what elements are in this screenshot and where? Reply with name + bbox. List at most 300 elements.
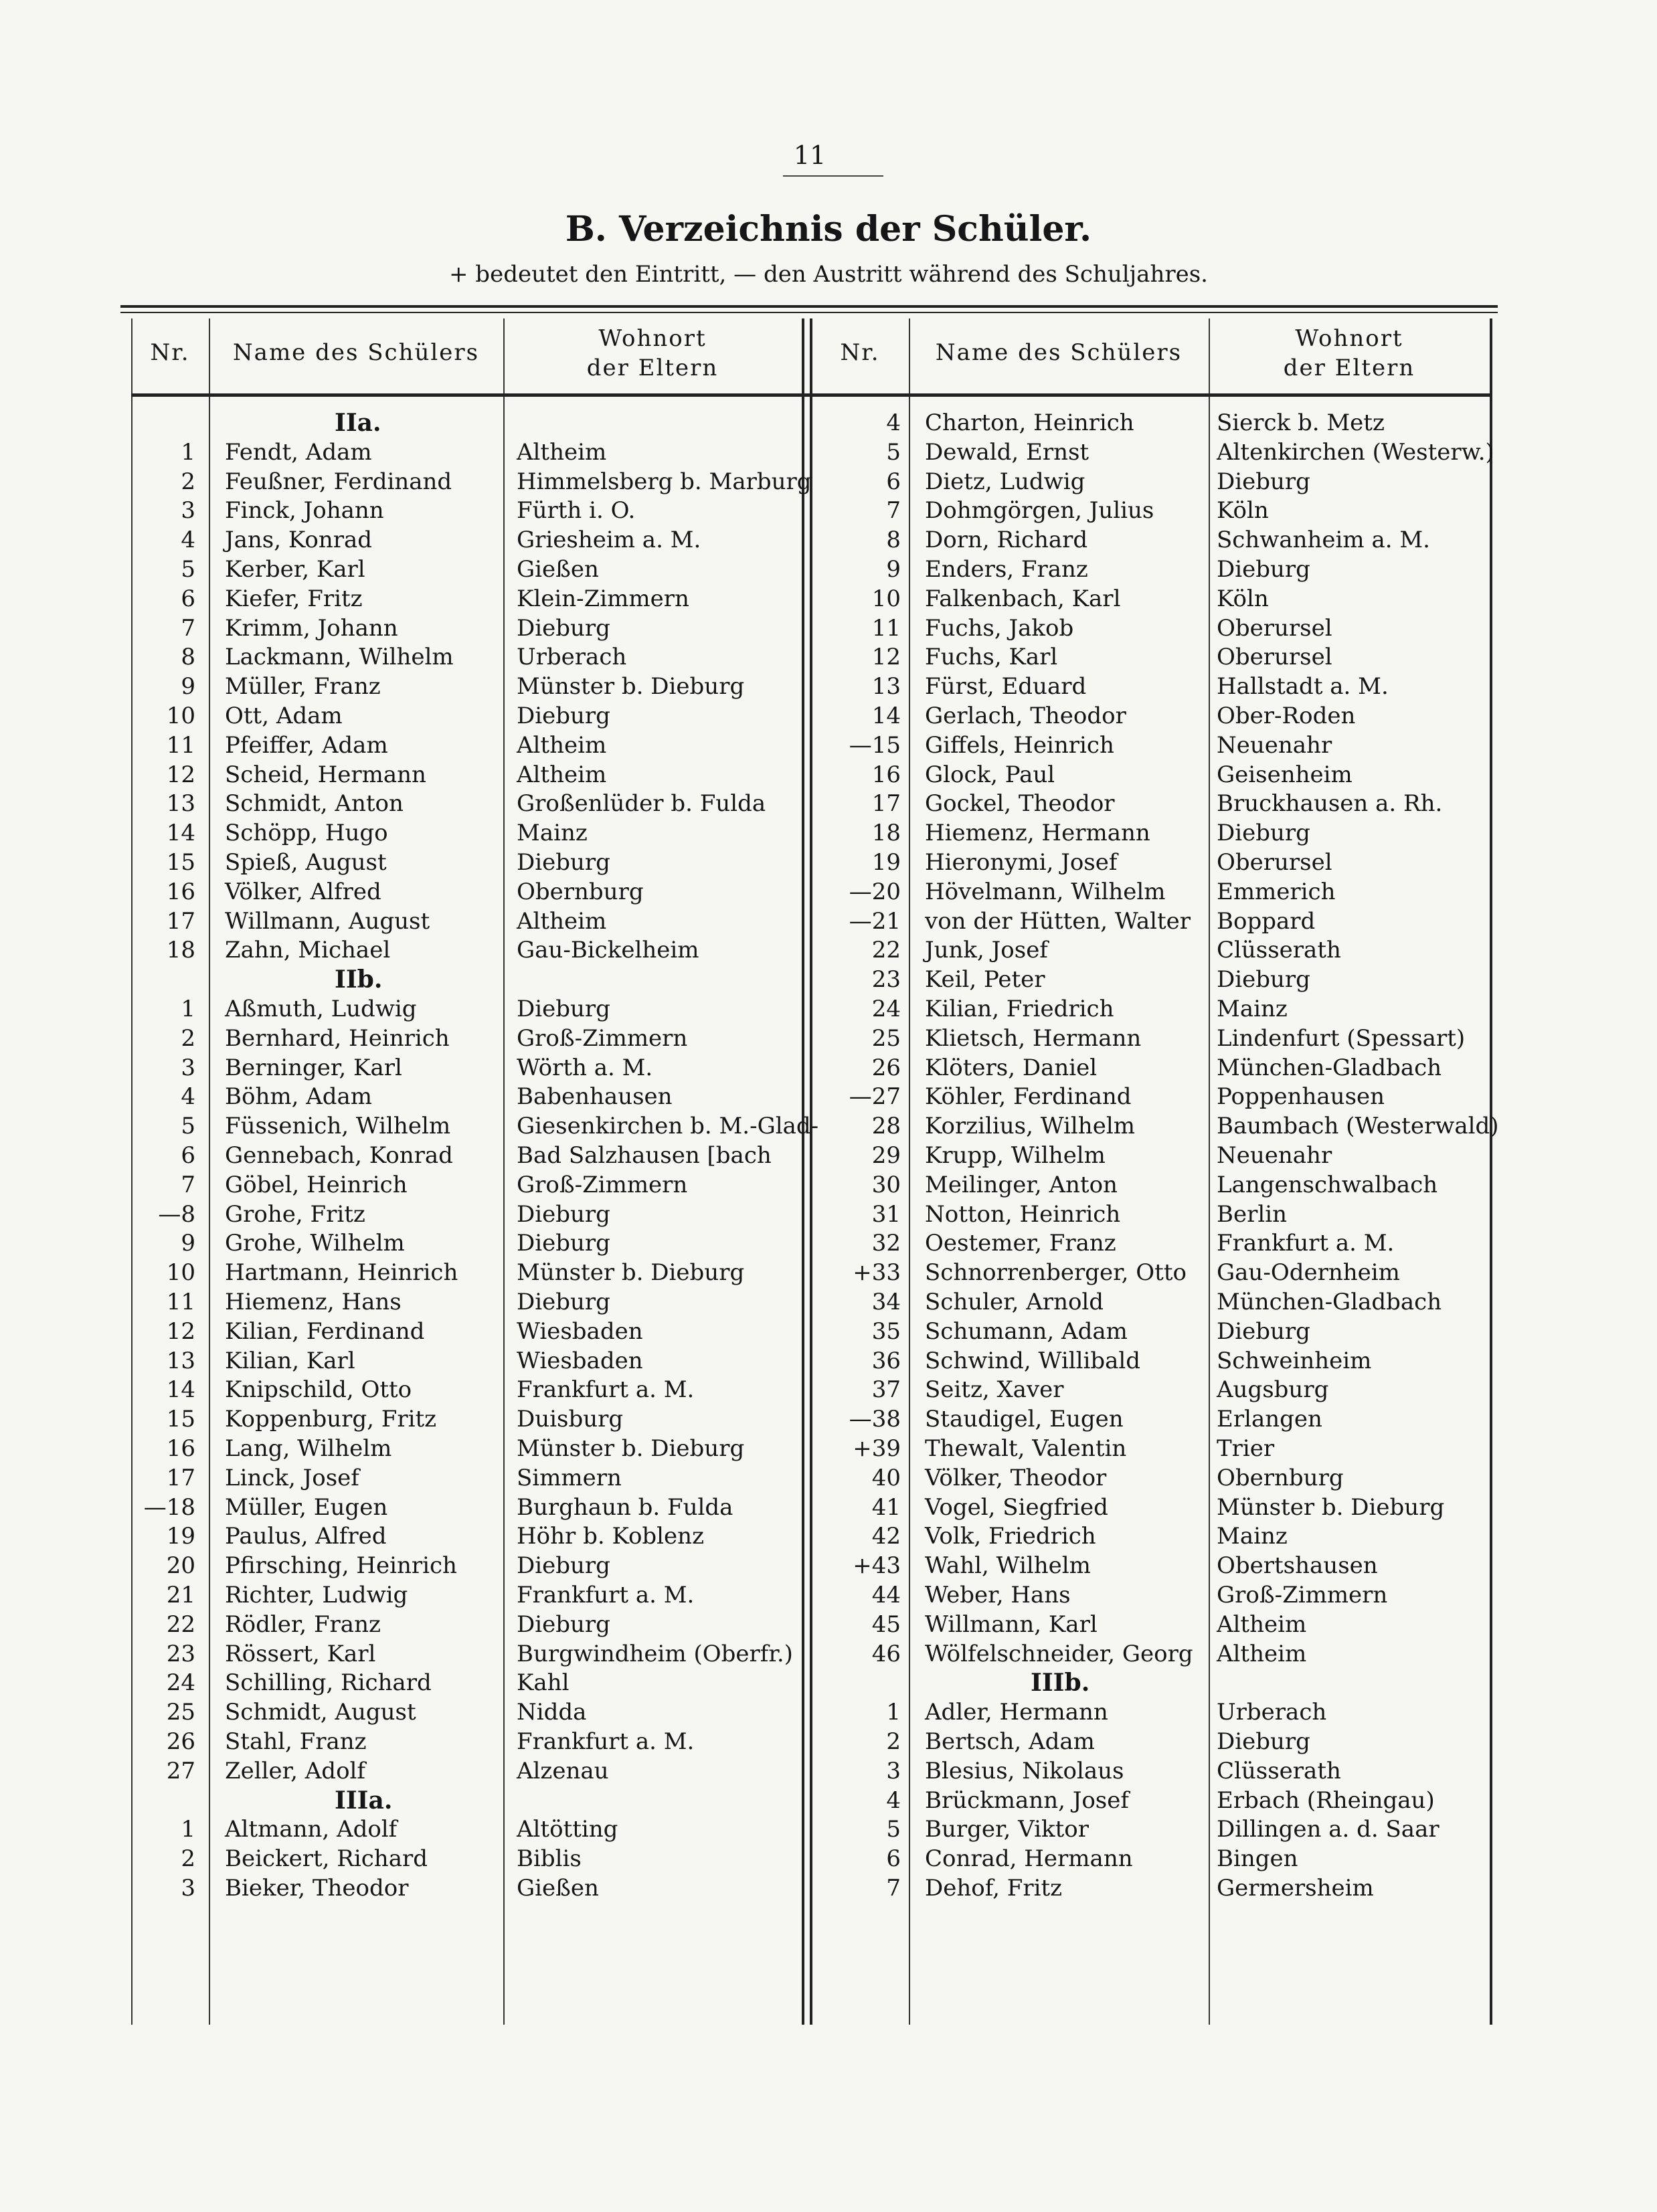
row-number: —20 [849,878,901,905]
parents-residence: Altenkirchen (Westerw.) [1217,438,1494,466]
student-name: Glock, Paul [925,761,1055,788]
parents-residence: Obertshausen [1217,1552,1378,1580]
student-name: Völker, Theodor [925,1464,1107,1491]
row-number: 16 [166,1435,195,1462]
student-name: Wahl, Wilhelm [925,1552,1091,1580]
row-number: 22 [871,937,901,964]
parents-residence: Dieburg [1217,556,1310,583]
student-name: Böhm, Adam [225,1083,373,1111]
student-name: Kiefer, Fritz [225,585,363,612]
row-number: 31 [871,1200,901,1228]
parents-residence: Kahl [517,1669,570,1697]
row-number: 12 [166,761,195,788]
parents-residence: Geisenheim [1217,761,1353,788]
student-name: Dietz, Ludwig [925,468,1085,495]
row-number: 12 [871,644,901,671]
row-number: 4 [886,409,901,436]
parents-residence: Griesheim a. M. [517,527,701,554]
row-number: 2 [181,1024,195,1052]
row-number: 41 [871,1493,901,1521]
student-name: Dorn, Richard [925,527,1088,554]
row-number: 46 [871,1640,901,1667]
student-name: Finck, Johann [225,497,384,525]
student-name: Schuler, Arnold [925,1289,1104,1315]
parents-residence: Dieburg [517,1230,610,1257]
student-name: Seitz, Xaver [925,1376,1064,1404]
parents-residence: Dieburg [1217,820,1310,847]
student-name: Knipschild, Otto [225,1376,412,1404]
parents-residence: Altheim [517,438,607,466]
row-number: 15 [166,849,195,876]
header-name: Name des Schülers [935,339,1183,366]
parents-residence: Hallstadt a. M. [1217,673,1389,701]
student-name: Ott, Adam [225,703,343,729]
row-number: 24 [871,996,901,1022]
student-name: Schmidt, Anton [225,790,404,818]
row-number: 6 [886,1845,901,1873]
row-number: 6 [181,1142,195,1169]
parents-residence: Giesenkirchen b. M.-Glad- [517,1113,819,1140]
row-number: 5 [181,556,195,583]
parents-residence: Altheim [517,761,607,788]
row-number: 8 [181,644,195,671]
student-name: Pfirsching, Heinrich [225,1552,457,1580]
row-number: 4 [886,1786,901,1814]
student-name: Krupp, Wilhelm [925,1142,1106,1169]
student-name: Keil, Peter [925,966,1045,994]
row-number: 32 [871,1230,901,1257]
student-name: Burger, Viktor [925,1816,1089,1843]
parents-residence: Ober-Roden [1217,703,1356,729]
student-name: Brückmann, Josef [925,1786,1129,1814]
student-name: Beickert, Richard [225,1845,428,1873]
row-number: 42 [871,1523,901,1550]
header-wohnort-sub: der Eltern [586,355,719,381]
parents-residence: Groß-Zimmern [1217,1582,1388,1608]
row-number: 14 [871,703,901,729]
row-number: 20 [166,1552,195,1580]
parents-residence: Boppard [1217,907,1316,935]
parents-residence: Obernburg [517,878,644,905]
student-name: Müller, Franz [225,673,381,701]
parents-residence: Höhr b. Koblenz [517,1523,704,1550]
parents-residence: Dieburg [517,996,610,1022]
student-name: Kilian, Ferdinand [225,1317,425,1345]
row-number: 1 [181,1816,195,1843]
student-name: Klietsch, Hermann [925,1024,1142,1052]
parents-residence: Münster b. Dieburg [517,1259,745,1287]
page-number-rule [783,175,883,177]
student-name: Lang, Wilhelm [225,1435,392,1462]
parents-residence: Urberach [1217,1699,1327,1726]
student-name: Wölfelschneider, Georg [925,1640,1193,1667]
parents-residence: Mainz [1217,1523,1288,1550]
row-number: 25 [871,1024,901,1052]
row-number: 18 [166,937,195,964]
parents-residence: Frankfurt a. M. [517,1728,695,1755]
student-name: Hiemenz, Hermann [925,820,1150,847]
row-number: 17 [166,907,195,935]
row-number: 35 [871,1317,901,1345]
student-name: Willmann, August [225,907,430,935]
row-number: 18 [871,820,901,847]
student-name: Göbel, Heinrich [225,1171,408,1198]
student-name: Dewald, Ernst [925,438,1089,466]
student-name: Füssenich, Wilhelm [225,1113,451,1140]
student-name: Vogel, Siegfried [925,1493,1108,1521]
student-name: Gerlach, Theodor [925,703,1126,729]
parents-residence: Poppenhausen [1217,1083,1385,1111]
student-name: Völker, Alfred [225,878,381,905]
row-number: 6 [886,468,901,495]
row-number: +43 [853,1552,901,1580]
row-number: 13 [166,790,195,818]
student-name: Korzilius, Wilhelm [925,1113,1135,1140]
student-name: Spieß, August [225,849,387,876]
row-number: 1 [886,1699,901,1726]
parents-residence: Frankfurt a. M. [1217,1230,1395,1257]
parents-residence: Obernburg [1217,1464,1344,1491]
student-name: Fuchs, Jakob [925,614,1074,642]
row-number: —27 [849,1083,901,1111]
parents-residence: Mainz [517,820,588,847]
student-name: Schwind, Willibald [925,1347,1141,1374]
parents-residence: Dieburg [517,1289,610,1315]
student-name: Schmidt, August [225,1699,416,1726]
row-number: 9 [181,673,195,701]
row-number: 17 [871,790,901,818]
column-divider [209,318,210,2025]
row-number: 16 [871,761,901,788]
parents-residence: Dieburg [1217,468,1310,495]
parents-residence: Dieburg [1217,966,1310,994]
student-name: Krimm, Johann [225,614,398,642]
header-wohnort-sub: der Eltern [1283,355,1415,381]
parents-residence: Münster b. Dieburg [517,1435,745,1462]
student-name: Zahn, Michael [225,937,391,964]
student-name: Koppenburg, Fritz [225,1406,437,1433]
student-name: Willmann, Karl [925,1610,1098,1638]
parents-residence: Erbach (Rheingau) [1217,1786,1435,1814]
row-number: 21 [166,1582,195,1608]
row-number: 4 [181,527,195,554]
student-name: Dohmgörgen, Julius [925,497,1154,525]
page-title: B. Verzeichnis der Schüler. [565,209,1092,250]
student-name: Kerber, Karl [225,556,365,583]
student-name: Pfeiffer, Adam [225,731,388,759]
parents-residence: Altheim [517,731,607,759]
parents-residence: Dieburg [517,1610,610,1638]
column-divider [909,318,910,2025]
parents-residence: Babenhausen [517,1083,673,1111]
header-wohnort: Wohnort [1295,325,1403,352]
parents-residence: Lindenfurt (Spessart) [1217,1024,1466,1052]
parents-residence: Großenlüder b. Fulda [517,790,766,818]
row-number: 28 [871,1113,901,1140]
row-number: 8 [886,527,901,554]
row-number: 29 [871,1142,901,1169]
student-name: Hieronymi, Josef [925,849,1118,876]
parents-residence: Altheim [1217,1610,1307,1638]
student-name: Altmann, Adolf [225,1816,398,1843]
table-center-divider [802,318,804,2025]
row-number: —18 [143,1493,195,1521]
row-number: 26 [871,1054,901,1081]
row-number: 7 [886,497,901,525]
student-name: Volk, Friedrich [925,1523,1096,1550]
parents-residence: Simmern [517,1464,622,1491]
row-number: 23 [166,1640,195,1667]
class-heading: IIIb. [1031,1669,1090,1697]
parents-residence: Gau-Bickelheim [517,937,699,964]
parents-residence: Burgwindheim (Oberfr.) [517,1640,793,1667]
student-name: Schilling, Richard [225,1669,432,1697]
row-number: 15 [166,1406,195,1433]
parents-residence: Schwanheim a. M. [1217,527,1430,554]
student-name: Feußner, Ferdinand [225,468,452,495]
parents-residence: Dieburg [517,1200,610,1228]
header-wohnort: Wohnort [598,325,707,352]
student-name: Notton, Heinrich [925,1200,1121,1228]
parents-residence: Augsburg [1217,1376,1329,1404]
legend-note: + bedeutet den Eintritt, — den Austritt während des Schuljahres. [449,261,1208,288]
parents-residence: Dieburg [517,1552,610,1580]
parents-residence: Klein-Zimmern [517,585,689,612]
row-number: 10 [166,703,195,729]
student-name: Weber, Hans [925,1582,1071,1608]
parents-residence: Groß-Zimmern [517,1171,688,1198]
row-number: 25 [166,1699,195,1726]
parents-residence: Urberach [517,644,627,671]
row-number: 3 [181,497,195,525]
student-name: Kilian, Karl [225,1347,355,1374]
student-name: Hövelmann, Wilhelm [925,878,1166,905]
student-name: Paulus, Alfred [225,1523,387,1550]
parents-residence: Clüsserath [1217,1757,1341,1784]
parents-residence: Emmerich [1217,878,1336,905]
student-name: Blesius, Nikolaus [925,1757,1124,1784]
row-number: —15 [849,731,901,759]
parents-residence: Erlangen [1217,1406,1322,1433]
student-name: Grohe, Fritz [225,1200,365,1228]
row-number: 45 [871,1610,901,1638]
header-nr: Nr. [150,339,190,366]
row-number: 9 [886,556,901,583]
row-number: 19 [166,1523,195,1550]
parents-residence: Oberursel [1217,614,1332,642]
parents-residence: Bingen [1217,1845,1298,1873]
row-number: 10 [871,585,901,612]
row-number: —8 [158,1200,195,1228]
row-number: 19 [871,849,901,876]
student-name: Oestemer, Franz [925,1230,1116,1257]
row-number: 23 [871,966,901,994]
parents-residence: Nidda [517,1699,587,1726]
student-name: Conrad, Hermann [925,1845,1133,1873]
row-number: 13 [166,1347,195,1374]
row-number: 2 [886,1728,901,1755]
row-number: 7 [181,1171,195,1198]
student-name: Junk, Josef [925,937,1048,964]
parents-residence: München-Gladbach [1217,1289,1442,1315]
row-number: 1 [181,996,195,1022]
row-number: 9 [181,1230,195,1257]
row-number: 13 [871,673,901,701]
row-number: 30 [871,1171,901,1198]
parents-residence: Fürth i. O. [517,497,636,525]
row-number: 44 [871,1582,901,1608]
parents-residence: Duisburg [517,1406,624,1433]
parents-residence: Berlin [1217,1200,1288,1228]
parents-residence: Dillingen a. d. Saar [1217,1816,1440,1843]
row-number: 5 [886,1816,901,1843]
student-name: von der Hütten, Walter [925,907,1191,935]
student-name: Charton, Heinrich [925,409,1134,436]
parents-residence: München-Gladbach [1217,1054,1442,1081]
row-number: —21 [849,907,901,935]
row-number: 10 [166,1259,195,1287]
row-number: 7 [886,1875,901,1902]
class-heading: IIIa. [335,1786,393,1815]
row-number: 2 [181,1845,195,1873]
student-name: Rödler, Franz [225,1610,381,1638]
row-number: 5 [886,438,901,466]
parents-residence: Bruckhausen a. Rh. [1217,790,1443,818]
row-number: 2 [181,468,195,495]
row-number: 12 [166,1317,195,1345]
student-name: Rössert, Karl [225,1640,376,1667]
student-name: Fendt, Adam [225,438,372,466]
parents-residence: Baumbach (Westerwald) [1217,1113,1499,1140]
student-name: Kilian, Friedrich [925,996,1114,1022]
row-number: 36 [871,1347,901,1374]
class-heading: IIa. [335,409,381,437]
parents-residence: Mainz [1217,996,1288,1022]
parents-residence: Himmelsberg b. Marburg [517,468,812,495]
row-number: 4 [181,1083,195,1111]
class-heading: IIb. [335,965,383,994]
student-name: Schumann, Adam [925,1317,1128,1345]
parents-residence: Bad Salzhausen [bach [517,1142,772,1169]
row-number: 5 [181,1113,195,1140]
student-name: Meilinger, Anton [925,1171,1118,1198]
student-name: Thewalt, Valentin [925,1435,1127,1462]
parents-residence: Gießen [517,556,599,583]
parents-residence: Münster b. Dieburg [1217,1493,1445,1521]
parents-residence: Frankfurt a. M. [517,1376,695,1404]
column-divider [1209,318,1210,2025]
row-number: 3 [886,1757,901,1784]
row-number: 16 [166,878,195,905]
student-name: Grohe, Wilhelm [225,1230,405,1257]
row-number: 40 [871,1464,901,1491]
student-name: Aßmuth, Ludwig [225,996,417,1022]
student-name: Falkenbach, Karl [925,585,1121,612]
parents-residence: Oberursel [1217,849,1332,876]
student-name: Dehof, Fritz [925,1875,1063,1902]
parents-residence: Wörth a. M. [517,1054,653,1081]
parents-residence: Schweinheim [1217,1347,1372,1374]
parents-residence: Köln [1217,585,1269,612]
parents-residence: Dieburg [1217,1728,1310,1755]
student-name: Jans, Konrad [225,527,373,554]
parents-residence: Trier [1217,1435,1275,1462]
parents-residence: Gau-Odernheim [1217,1259,1400,1287]
row-number: 3 [181,1875,195,1902]
student-name: Scheid, Hermann [225,761,426,788]
row-number: 14 [166,1376,195,1404]
parents-residence: Burghaun b. Fulda [517,1493,733,1521]
row-number: 14 [166,820,195,847]
row-number: 11 [166,731,195,759]
student-name: Richter, Ludwig [225,1582,408,1608]
row-number: +39 [853,1435,901,1462]
parents-residence: Alzenau [517,1757,609,1784]
student-name: Fuchs, Karl [925,644,1058,671]
parents-residence: Germersheim [1217,1875,1374,1902]
row-number: —38 [849,1406,901,1433]
student-name: Klöters, Daniel [925,1054,1098,1081]
row-number: 17 [166,1464,195,1491]
parents-residence: Dieburg [517,614,610,642]
parents-residence: Sierck b. Metz [1217,409,1385,436]
row-number: 1 [181,438,195,466]
top-rule [120,305,1498,308]
table-border-right [1490,318,1492,2025]
row-number: 11 [166,1289,195,1315]
student-name: Hartmann, Heinrich [225,1259,458,1287]
parents-residence: Dieburg [517,703,610,729]
top-rule-thin [120,312,1498,313]
row-number: 24 [166,1669,195,1697]
parents-residence: Altheim [517,907,607,935]
row-number: +33 [853,1259,901,1287]
student-name: Enders, Franz [925,556,1088,583]
parents-residence: Frankfurt a. M. [517,1582,695,1608]
parents-residence: Köln [1217,497,1269,525]
parents-residence: Wiesbaden [517,1317,643,1345]
student-name: Linck, Josef [225,1464,359,1491]
row-number: 6 [181,585,195,612]
row-number: 11 [871,614,901,642]
row-number: 26 [166,1728,195,1755]
row-number: 34 [871,1289,901,1315]
student-name: Staudigel, Eugen [925,1406,1124,1433]
student-name: Giffels, Heinrich [925,731,1114,759]
row-number: 22 [166,1610,195,1638]
header-name: Name des Schülers [232,339,480,366]
header-nr: Nr. [840,339,880,366]
header-rule [131,393,1492,397]
row-number: 7 [181,614,195,642]
student-name: Köhler, Ferdinand [925,1083,1132,1111]
parents-residence: Dieburg [1217,1317,1310,1345]
parents-residence: Gießen [517,1875,599,1902]
student-name: Adler, Hermann [925,1699,1108,1726]
student-name: Gockel, Theodor [925,790,1115,818]
student-name: Bieker, Theodor [225,1875,409,1902]
parents-residence: Altötting [517,1816,618,1843]
parents-residence: Dieburg [517,849,610,876]
row-number: 27 [166,1757,195,1784]
student-name: Fürst, Eduard [925,673,1087,701]
row-number: 3 [181,1054,195,1081]
student-name: Stahl, Franz [225,1728,367,1755]
student-name: Schnorrenberger, Otto [925,1259,1187,1287]
parents-residence: Neuenahr [1217,731,1332,759]
parents-residence: Oberursel [1217,644,1332,671]
student-name: Bertsch, Adam [925,1728,1095,1755]
